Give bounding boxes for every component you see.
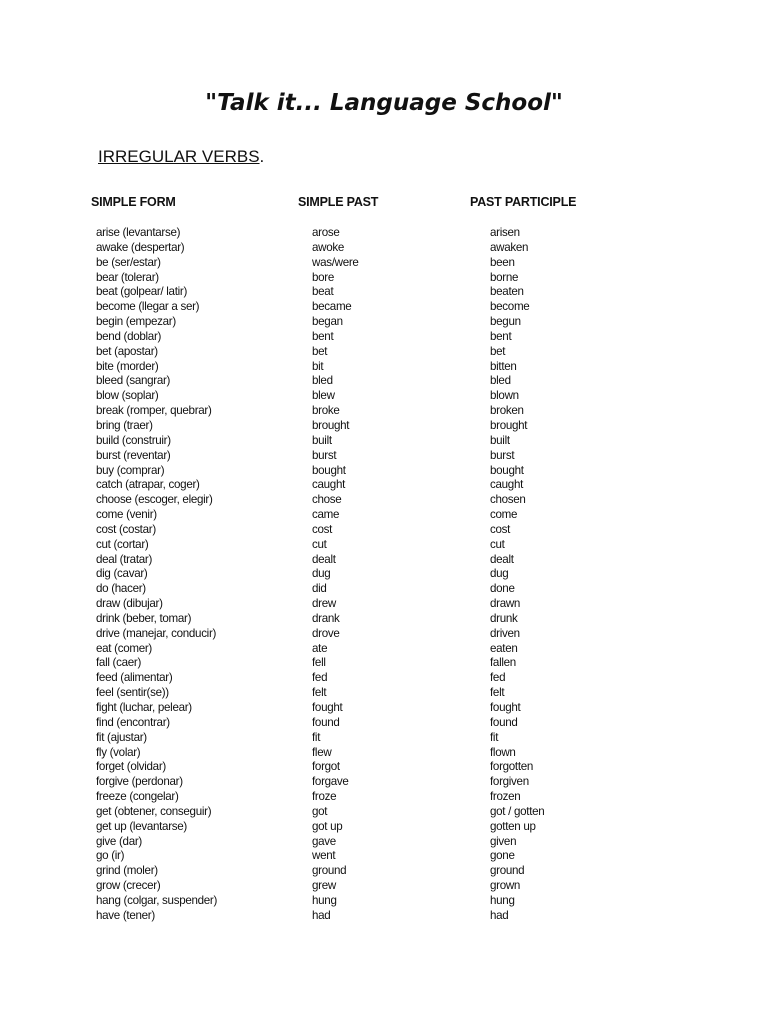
table-row (0, 746, 768, 761)
cell-simple-form: begin (empezar) (96, 315, 176, 329)
table-row (0, 434, 768, 449)
cell-past-participle: arisen (490, 226, 520, 239)
cell-simple-past: did (312, 582, 327, 596)
cell-past-participle: cut (490, 537, 505, 551)
cell-simple-form: be (ser/estar) (96, 255, 161, 269)
table-row (0, 820, 768, 835)
cell-simple-past: had (312, 908, 331, 922)
cell-simple-past: felt (312, 686, 327, 700)
cell-simple-form: fight (luchar, pelear) (96, 701, 192, 714)
cell-simple-past: bought (312, 463, 346, 477)
cell-past-participle: fed (490, 671, 506, 685)
table-row (0, 879, 768, 894)
cell-simple-past: bore (312, 270, 335, 284)
cell-simple-past: arose (312, 226, 340, 239)
table-row (0, 909, 768, 924)
table-row (0, 389, 768, 404)
cell-simple-form: break (romper, quebrar) (96, 404, 212, 418)
cell-past-participle: broken (490, 404, 524, 418)
cell-simple-past: fit (312, 730, 321, 744)
table-row (0, 760, 768, 775)
cell-simple-form: get up (levantarse) (96, 819, 187, 833)
section-heading-suffix: . (259, 147, 265, 166)
cell-simple-past: cut (312, 537, 327, 551)
cell-past-participle: frozen (490, 790, 521, 804)
cell-past-participle: borne (490, 270, 519, 284)
document-title (0, 90, 768, 116)
cell-past-participle: bent (490, 329, 512, 343)
table-row (0, 345, 768, 360)
cell-past-participle: dealt (490, 552, 514, 566)
cell-simple-past: flew (312, 745, 332, 759)
cell-past-participle: bet (490, 344, 506, 358)
cell-simple-past: blew (312, 389, 335, 403)
cell-past-participle: bought (490, 463, 524, 477)
cell-past-participle: felt (490, 686, 505, 700)
cell-past-participle: built (490, 433, 510, 447)
cell-past-participle: fought (490, 701, 521, 714)
cell-past-participle: been (490, 255, 515, 269)
cell-past-participle: bitten (490, 359, 517, 373)
cell-past-participle: forgiven (490, 775, 529, 789)
cell-simple-form: go (ir) (96, 849, 125, 863)
cell-simple-form: draw (dibujar) (96, 597, 163, 611)
cell-simple-past: cost (312, 522, 333, 536)
cell-simple-form: buy (comprar) (96, 463, 165, 477)
cell-past-participle: fallen (490, 656, 516, 670)
table-row (0, 805, 768, 820)
table-row (0, 790, 768, 805)
table-row (0, 508, 768, 523)
cell-past-participle: begun (490, 315, 521, 329)
table-row (0, 716, 768, 731)
cell-simple-past: drank (312, 611, 340, 625)
cell-simple-form: drive (manejar, conducir) (96, 626, 217, 640)
cell-past-participle: caught (490, 478, 524, 492)
table-row (0, 330, 768, 345)
table-row (0, 271, 768, 286)
cell-simple-form: bet (apostar) (96, 344, 158, 358)
table-row (0, 464, 768, 479)
table-row (0, 374, 768, 389)
cell-past-participle: become (490, 300, 530, 314)
header-simple-past: SIMPLE PAST (298, 195, 379, 209)
cell-simple-past: beat (312, 285, 334, 299)
cell-simple-past: went (312, 849, 336, 863)
cell-simple-past: drove (312, 626, 340, 640)
cell-simple-past: forgot (312, 760, 340, 774)
cell-simple-past: gave (312, 834, 336, 848)
cell-simple-form: drink (beber, tomar) (96, 611, 192, 625)
cell-past-participle: blown (490, 389, 519, 403)
cell-simple-form: have (tener) (96, 908, 155, 922)
section-heading-text: IRREGULAR VERBS (98, 147, 260, 166)
cell-simple-form: forgive (perdonar) (96, 775, 183, 789)
cell-past-participle: dug (490, 567, 509, 581)
cell-simple-past: brought (312, 418, 350, 432)
table-row (0, 315, 768, 330)
cell-simple-form: beat (golpear/ latir) (96, 285, 188, 299)
cell-simple-past: bit (312, 359, 324, 373)
cell-simple-form: cost (costar) (96, 522, 156, 536)
cell-past-participle: forgotten (490, 760, 534, 774)
cell-past-participle: awaken (490, 240, 529, 254)
cell-simple-form: burst (reventar) (96, 448, 171, 462)
table-row (0, 656, 768, 671)
cell-past-participle: hung (490, 893, 515, 907)
cell-past-participle: drawn (490, 597, 521, 611)
table-row (0, 226, 768, 241)
cell-past-participle: grown (490, 879, 521, 893)
cell-simple-form: bear (tolerar) (96, 270, 159, 284)
cell-simple-past: caught (312, 478, 346, 492)
cell-simple-past: froze (312, 790, 337, 804)
cell-simple-past: began (312, 315, 343, 329)
cell-past-participle: got / gotten (490, 804, 545, 818)
cell-simple-form: fly (volar) (96, 745, 141, 759)
cell-simple-form: bleed (sangrar) (96, 374, 171, 388)
cell-simple-past: became (312, 300, 352, 314)
cell-past-participle: ground (490, 864, 525, 878)
cell-past-participle: found (490, 715, 518, 729)
table-row (0, 300, 768, 315)
table-row (0, 582, 768, 597)
header-past-participle: PAST PARTICIPLE (470, 195, 577, 209)
cell-past-participle: fit (490, 730, 499, 744)
cell-simple-form: come (venir) (96, 508, 157, 522)
cell-simple-form: grow (crecer) (96, 879, 161, 893)
table-row (0, 864, 768, 879)
cell-past-participle: chosen (490, 493, 526, 507)
table-row (0, 731, 768, 746)
table-row (0, 849, 768, 864)
cell-simple-past: ate (312, 641, 328, 655)
cell-simple-past: grew (312, 879, 336, 893)
cell-simple-past: hung (312, 893, 337, 907)
cell-past-participle: come (490, 508, 518, 522)
table-row (0, 553, 768, 568)
cell-simple-past: bled (312, 374, 333, 388)
cell-simple-form: catch (atrapar, coger) (96, 478, 200, 492)
verb-table (0, 226, 768, 924)
table-row (0, 612, 768, 627)
cell-past-participle: cost (490, 522, 511, 536)
cell-simple-form: fit (ajustar) (96, 730, 147, 744)
cell-simple-past: forgave (312, 775, 349, 789)
cell-simple-form: build (construir) (96, 433, 171, 447)
cell-simple-past: fell (312, 656, 326, 670)
cell-simple-past: burst (312, 448, 337, 462)
cell-simple-past: was/were (312, 255, 359, 269)
table-row (0, 538, 768, 553)
cell-past-participle: brought (490, 418, 528, 432)
cell-past-participle: drunk (490, 611, 518, 625)
cell-simple-form: freeze (congelar) (96, 790, 179, 804)
table-row (0, 835, 768, 850)
cell-simple-form: get (obtener, conseguir) (96, 804, 212, 818)
cell-simple-past: found (312, 715, 340, 729)
cell-simple-form: awake (despertar) (96, 240, 185, 254)
table-row (0, 701, 768, 716)
cell-simple-past: bent (312, 329, 334, 343)
title-open-quote: " (205, 90, 218, 116)
table-row (0, 478, 768, 493)
cell-past-participle: beaten (490, 285, 524, 299)
table-row (0, 523, 768, 538)
cell-simple-form: hang (colgar, suspender) (96, 893, 218, 907)
cell-simple-form: dig (cavar) (96, 567, 148, 581)
table-row (0, 686, 768, 701)
cell-past-participle: eaten (490, 641, 518, 655)
cell-past-participle: gotten up (490, 819, 536, 833)
title-school-name: Talk it... Language School (217, 90, 551, 116)
table-row (0, 775, 768, 790)
cell-simple-form: choose (escoger, elegir) (96, 493, 213, 507)
table-row (0, 256, 768, 271)
cell-simple-form: bring (traer) (96, 418, 153, 432)
cell-simple-past: dealt (312, 552, 336, 566)
cell-simple-past: got up (312, 819, 343, 833)
cell-simple-past: drew (312, 597, 336, 611)
cell-simple-past: built (312, 433, 332, 447)
cell-simple-past: bet (312, 344, 328, 358)
cell-past-participle: given (490, 834, 517, 848)
table-row (0, 642, 768, 657)
header-simple-form: SIMPLE FORM (91, 195, 176, 209)
cell-past-participle: driven (490, 626, 520, 640)
table-header (0, 195, 768, 213)
cell-simple-form: become (llegar a ser) (96, 300, 200, 314)
cell-simple-past: ground (312, 864, 347, 878)
table-row (0, 404, 768, 419)
cell-past-participle: had (490, 908, 509, 922)
cell-past-participle: bled (490, 374, 511, 388)
table-row (0, 671, 768, 686)
title-close-quote: " (550, 90, 563, 116)
cell-simple-form: eat (comer) (96, 641, 152, 655)
cell-simple-form: fall (caer) (96, 656, 142, 670)
cell-simple-form: feed (alimentar) (96, 671, 173, 685)
table-row (0, 285, 768, 300)
cell-simple-form: give (dar) (96, 834, 142, 848)
cell-simple-form: do (hacer) (96, 582, 146, 596)
cell-simple-form: blow (soplar) (96, 389, 159, 403)
cell-simple-past: fed (312, 671, 328, 685)
table-row (0, 894, 768, 909)
cell-simple-form: bite (morder) (96, 359, 159, 373)
cell-past-participle: gone (490, 849, 515, 863)
cell-simple-form: forget (olvidar) (96, 760, 166, 774)
cell-past-participle: flown (490, 745, 516, 759)
cell-simple-form: find (encontrar) (96, 715, 170, 729)
section-heading (98, 147, 264, 167)
cell-simple-form: feel (sentir(se)) (96, 686, 169, 700)
table-row (0, 493, 768, 508)
cell-simple-past: got (312, 804, 328, 818)
cell-past-participle: burst (490, 448, 515, 462)
table-row (0, 419, 768, 434)
cell-simple-past: awoke (312, 240, 345, 254)
table-row (0, 567, 768, 582)
table-row (0, 597, 768, 612)
cell-simple-form: deal (tratar) (96, 552, 153, 566)
cell-simple-form: grind (moler) (96, 864, 158, 878)
cell-simple-form: bend (doblar) (96, 329, 162, 343)
table-row (0, 627, 768, 642)
cell-simple-form: arise (levantarse) (96, 226, 181, 239)
cell-simple-form: cut (cortar) (96, 537, 149, 551)
table-row (0, 360, 768, 375)
cell-simple-past: broke (312, 404, 340, 418)
cell-simple-past: came (312, 508, 340, 522)
table-row (0, 449, 768, 464)
cell-simple-past: dug (312, 567, 331, 581)
cell-past-participle: done (490, 582, 515, 596)
cell-simple-past: fought (312, 701, 343, 714)
cell-simple-past: chose (312, 493, 342, 507)
table-row (0, 241, 768, 256)
